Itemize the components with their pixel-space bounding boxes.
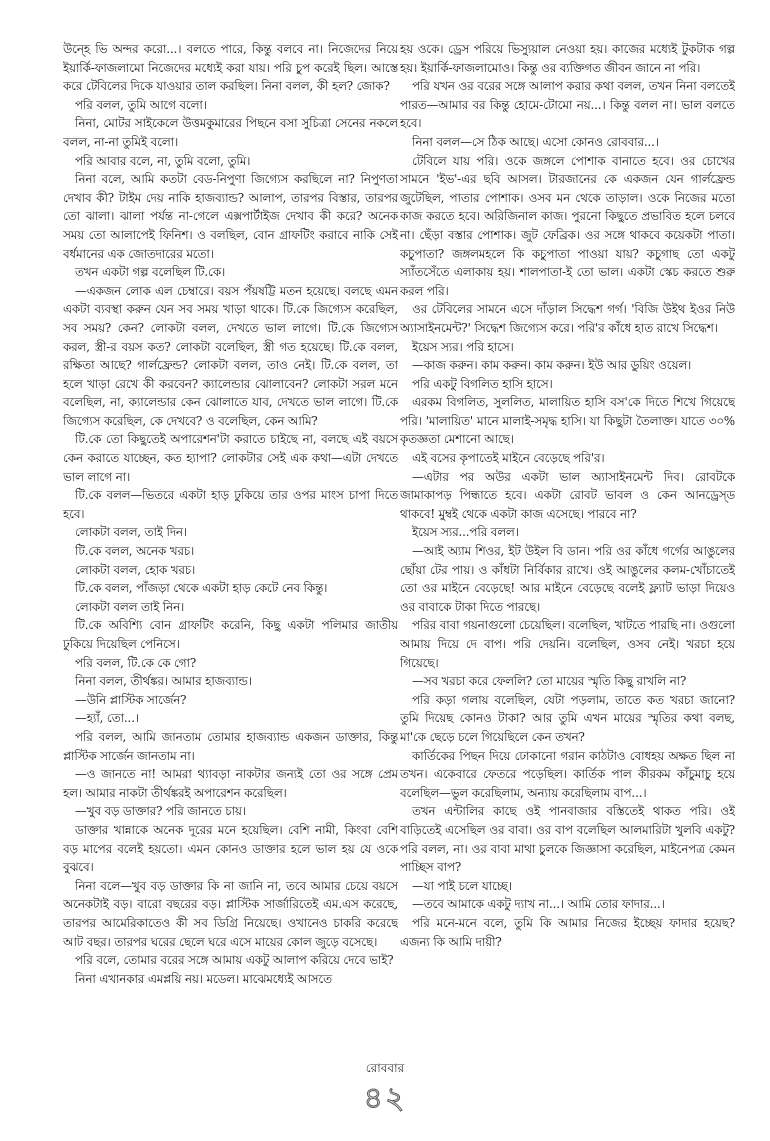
paragraph: টি.কে অবিশ্যি বোন গ্রাফটিং করেনি, কিছু একটা পলিমার জাতীয় ঢুকিয়ে দিয়েছিল পেনিসে। <box>63 618 398 651</box>
paragraph: টেবিলে যায় পরি। ওকে জঙ্গলে পোশাক বানাতে হবে। ওর চোখের সামনে 'ইভ'-এর ছবি আসল। টারজানের কে একজন যেন গার্লফ্রেন্ড জুটেছিল, পাতার পোশাক। ওসব মন থেকে তাড়াল। ওকে নিজের মতো কাজ করতে হবে। অরিজিনাল কাজ। পুরনো কিছুতে প্রভাবিত হলে চলবে না। ছেঁড়া বস্তার পোশাক। জুট ফেব্রিক। ওর সঙ্গে থাকবে কয়েকটা পাতা। কচুপাতা? জঙ্গলমহলে কি কচুপাতা পাওয়া যায়? কচুগাছ তো একটু স্যাঁতসেঁতে এলাকায় হয়। শালপাতা-ই তো ভাল। একটা স্কেচ করতে শুরু করল পরি। <box>400 153 735 298</box>
paragraph: টি.কে তো কিছুতেই অপারেশন'টা করাতে চাইছে না, বলছে এই বয়সে কেন করাতে যাচ্ছেন, কত হ্যাপা? লোকটার সেই এক কথা—এটা দেখতে ভাল লাগে না। <box>63 432 398 484</box>
paragraph: লোকটা বলল তাই নিন। <box>75 599 185 614</box>
paragraph: টি.কে বলল—ভিতরে একটা হাড় ঢুকিয়ে তার ওপর মাংস চাপা দিতে হবে। <box>63 488 398 521</box>
right-column <box>400 40 735 1062</box>
paragraph: —ও জানতে না! আমরা থ্যাবড়া নাকটার জন্যই তো ওর সঙ্গে প্রেম হল। আমার নাকটা তীর্থঙ্করই অপারেশন করেছিল। <box>63 767 398 800</box>
paragraph: নিনা, মোটর সাইকেলে উত্তমকুমারের পিছনে বসা সুচিত্রা সেনের নকলে বলল, না-না তুমিই বলো। <box>63 116 398 149</box>
paragraph: —খুব বড় ডাক্তার? পরি জানতে চায়। <box>75 804 246 819</box>
paragraph: —হ্যাঁ, তো...। <box>75 711 139 726</box>
magazine-name: রোববার <box>365 1061 405 1075</box>
paragraph: তখন একটা গল্প বলেছিল টি.কে। <box>75 265 226 280</box>
paragraph: পরি একটু বিগলিত হাসি হাসে। <box>412 376 553 391</box>
paragraph: এরকম বিগলিত, সুললিত, মালায়িত হাসি বস'কে দিতে শিখে গিয়েছে পরি। 'মালায়িত' মানে মালাই-সমৃদ্ধ হাসি। যা কিছুটা তৈলাক্ত। যাতে ৩০% কৃতজ্ঞতা মেশানো আছে। <box>400 395 735 447</box>
paragraph: পরি কড়া গলায় বলেছিল, যেটা পড়লাম, তাতে কত খরচা জানো? তুমি দিয়েছ কোনও টাকা? আর তুমি এখন মায়ের স্মৃতির কথা বলছ, মা'কে ছেড়ে চলে গিয়েছিলে কেন তখন? <box>400 692 735 744</box>
paragraph: নিনা এখানকার এমপ্লয়ি নয়। মডেল। মাঝেমধ্যেই আসতে <box>75 971 332 986</box>
left-column <box>63 40 398 1062</box>
paragraph: ইয়েস স্যর...পরি বলল। <box>412 525 519 540</box>
paragraph: পরি বলল, টি.কে কে গো? <box>75 655 197 670</box>
page-number: ৪২ <box>363 1081 407 1116</box>
paragraph: —আই অ্যাম শিওর, ইট উইল বি ডান। পরি ওর কাঁধে গর্গের আঙুলের ছোঁয়া টের পায়। ও কাঁধটা নির্বিকার রাখে। ওই আঙুলের কলম-খোঁচাতেই তো ওর মাইনে বেড়েছে! আর মাইনে বেড়েছে বলেই ফ্ল্যাট ভাড়া দিয়েও ওর বাবাকে টাকা দিতে পারছে। <box>400 544 735 614</box>
paragraph: তখন এন্টালির কাছে ওই পানবাজার বস্তিতেই থাকত পরি। ওই বাড়িতেই এসেছিল ওর বাবা। ওর বাপ বলেছিল আলমারিটা খুলবি একটু? পরি বলল, না। ওর বাবা মাথা চুলকে জিজ্ঞাসা করেছিল, মাইনেপত্র কেমন পাচ্ছিস বাপ? <box>400 804 735 875</box>
paragraph: নিনা বলে—খুব বড় ডাক্তার কি না জানি না, তবে আমার চেয়ে বয়সে অনেকটাই বড়। বারো বছরের বড়। প্লাস্টিক সার্জারিতেই এম.এস করেছে, তারপর আমেরিকাতেও কী সব ডিগ্রি নিয়েছে। ওখানেও চাকরি করেছে আট বছর। তারপর ঘরের ছেলে ঘরে এসে মায়ের কোল জুড়ে বসেছে। <box>63 878 398 949</box>
paragraph: —সব খরচা করে ফেললি? তো মায়ের স্মৃতি কিছু রাখলি না? <box>412 674 687 689</box>
paragraph: কার্তিকের পিছন দিয়ে ঢোকানো গরান কাঠটাও বোধহয় অক্ষত ছিল না তখন। একেবারে ফেতরে পড়েছিল। কার্তিক পাল কীরকম কাঁচুমাচু হয়ে বলেছিল—ভুল করেছিলাম, অন্যায় করেছিলাম বাপ...। <box>400 748 735 800</box>
paragraph: নিনা বলল—সে ঠিক আছে। এসো কোনও রোববার...। <box>412 134 659 149</box>
paragraph: পরি বলল, তুমি আগে বলো। <box>75 97 207 112</box>
paragraph: পরির বাবা গয়নাগুলো চেয়েছিল। বলেছিল, খাটতে পারছি না। ওগুলো আমায় দিয়ে দে বাপ। পরি দেয়নি। বলেছিল, ওসব নেই। খরচা হয়ে গিয়েছে। <box>400 618 735 670</box>
paragraph: —এটার পর অউর একটা ভাল অ্যাসাইনমেন্ট দিব। রোবটকে জামাকাপড় পিন্ধাতে হবে। একটা রোবট ভাবল ও কেন আনড্রেস্‌ড থাকবে! মুম্বই থেকে একটা কাজ এসেছে। পারবে না? <box>400 469 735 521</box>
paragraph: পরি বলে, তোমার বরের সঙ্গে আমায় একটু আলাপ করিয়ে দেবে ভাই? <box>75 953 394 968</box>
paragraph: উন্হে ভি অন্দর করো...। বলতে পারে, কিন্তু বলবে না। নিজেদের নিয়ে ইয়ার্কি-ফাজলামো নিজেদের মধ্যেই করা যায়। পরি চুপ করেই ছিল। আস্তে করে টেবিলের দিকে যাওয়ার তাল করছিল। নিনা বলল, কী হল? জোক? <box>63 42 398 94</box>
paragraph: —একজন লোক এল চেম্বারে। বয়স পঁয়ষট্টি মতন হয়েছে। বলছে এমন একটা ব্যবস্থা করুন যেন সব সময় খাড়া থাকে। টি.কে জিগ্যেস করেছিল, সব সময়? কেন? লোকটা বলল, দেখতে ভাল লাগে। টি.কে জিগ্যেস করল, স্ত্রী-র বয়স কত? লোকটা বলেছিল, স্ত্রী গত হয়েছে। টি.কে বলল, রক্ষিতা আছে? গার্লফ্রেন্ড? লোকটা বলল, তাও নেই। টি.কে বলল, তা হলে খাড়া রেখে কী করবেন? ক্যালেন্ডার ঝোলাবেন? লোকটা সরল মনে বলেছিল, না, ক্যালেন্ডার কেন ঝোলাতে যাব, দেখতে ভাল লাগে। টি.কে জিগ্যেস করেছিল, কে দেখবে? ও বলেছিল, কেন আমি? <box>63 283 398 428</box>
paragraph: নিনা বলল, তীর্থঙ্কর। আমার হাজব্যান্ড। <box>75 674 252 689</box>
paragraph: —কাজ করুন। কাম করুন। কাম করুন। ইউ আর ডুয়িং ওয়েল। <box>412 358 692 373</box>
paragraph: পরি বলল, আমি জানতাম তোমার হাজব্যান্ড একজন ডাক্তার, কিন্তু প্লাস্টিক সার্জেন জানতাম না। <box>63 729 398 763</box>
paragraph: এই বসের কৃপাতেই মাইনে বেড়েছে পরি'র। <box>412 451 605 466</box>
paragraph: লোকটা বলল, হোক খরচ। <box>75 562 196 577</box>
paragraph: —উনি প্লাস্টিক সার্জেন? <box>75 692 187 707</box>
paragraph: —যা পাই চলে যাচ্ছে। <box>412 878 512 893</box>
paragraph: টি.কে বলল, অনেক খরচ। <box>75 544 195 559</box>
paragraph: ইয়েস স্যর। পরি হাসে। <box>412 339 514 354</box>
paragraph: হয় ওকে। ড্রেস পরিয়ে ভিস্যুয়াল নেওয়া হয়। কাজের মধ্যেই টুকটাক গল্প হয়। ইয়ার্কি-ফাজলামোও। কিন্তু ওর ব্যক্তিগত জীবন জানে না পরি। <box>400 42 735 75</box>
paragraph: ওর টেবিলের সামনে এসে দাঁড়াল সিদ্ধেশ গর্গ। 'বিজি উইথ ইওর নিউ অ্যাসাইনমেন্ট?' সিদ্ধেশ জিগ্যেস করে। পরি'র কাঁধে হাত রাখে সিদ্ধেশ। <box>400 302 735 335</box>
paragraph: লোকটা বলল, তাই দিন। <box>75 525 187 540</box>
paragraph: ডাক্তার খান্নাকে অনেক দূরের মনে হয়েছিল। বেশি নামী, কিংবা বেশি বড় মাপের বলেই হয়তো। এমন কোনও ডাক্তার হলে ভাল হয় যে ওকে বুঝবে। <box>63 822 398 875</box>
paragraph: পরি মনে-মনে বলে, তুমি কি আমার নিজের ইচ্ছেয় ফাদার হয়েছ? এজন্য কি আমি দায়ী? <box>400 915 735 949</box>
paragraph: নিনা বলে, আমি কতটা বেড-নিপুণা জিগ্যেস করছিলে না? নিপুণতা দেখাব কী? টাইম দেয় নাকি হাজব্যান্ড? আলাপ, তারপর বিস্তার, তারপর তো ঝালা। ঝালা পর্যন্ত না-গেলে এক্সপার্টাইজ দেখাব কী করে? অনেক সময় তো আলাপেই ফিনিশ। ও বলছিল, বোন গ্রাফটিং করাবে নাকি সেই বর্ধমানের এক জোতদারের মতো। <box>63 172 398 261</box>
paragraph: —তবে আমাকে একটু দ্যাখ না...। আমি তোর ফাদার...। <box>412 897 665 912</box>
paragraph: পরি আবার বলে, না, তুমি বলো, তুমি। <box>75 153 251 168</box>
paragraph: পরি যখন ওর বরের সঙ্গে আলাপ করার কথা বলল, তখন নিনা বলতেই পারত—আমার বর কিন্তু হোমে-টোমো নয়...। কিন্তু বলল না। ভাল বলতে হবে। <box>400 79 735 131</box>
paragraph: টি.কে বলল, পাঁজড়া থেকে একটা হাড় কেটে নেব কিন্তু। <box>75 581 328 596</box>
